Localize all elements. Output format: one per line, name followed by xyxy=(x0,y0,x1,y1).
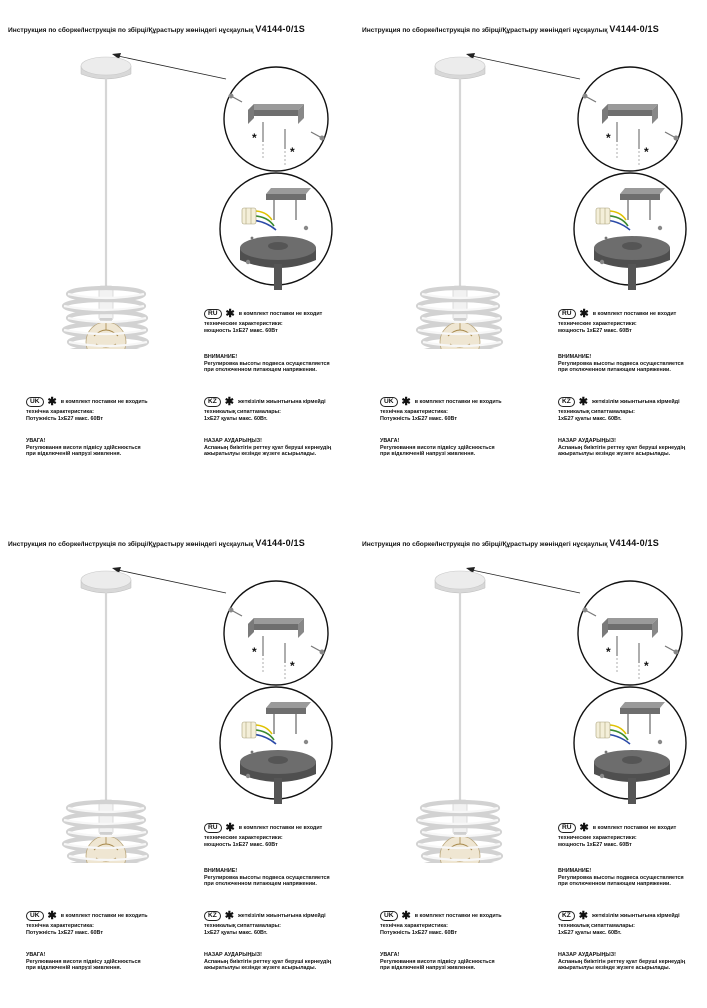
uk-warning xyxy=(26,438,141,458)
ceiling-canopy xyxy=(81,571,131,593)
ru-spec xyxy=(204,321,283,334)
uk-note-row xyxy=(26,397,148,407)
canopy-base xyxy=(240,750,316,804)
kz-note-row xyxy=(558,911,680,921)
uk-spec-line: Потужність 1xE27 макс. 60Вт xyxy=(26,929,103,936)
uk-spec-title: технічна характеристика: xyxy=(380,923,448,929)
ceiling-canopy xyxy=(81,57,131,79)
star-marker: * xyxy=(290,659,295,673)
assembly-illustration xyxy=(362,24,707,349)
model-code: V4144-0/1S xyxy=(255,538,305,548)
kz-language-badge: KZ xyxy=(558,397,575,407)
star-icon: ✱ xyxy=(224,396,235,408)
ru-spec xyxy=(558,321,637,334)
ru-warning-title: ВНИМАНИЕ! xyxy=(204,868,238,874)
ru-warning-line2: при отключенном питающем напряжении. xyxy=(204,367,317,374)
uk-spec xyxy=(26,409,103,422)
uk-note: в комплект поставки не входить xyxy=(60,399,148,405)
terminal-block xyxy=(242,722,256,738)
kz-language-badge: KZ xyxy=(204,397,221,407)
wiring-detail-circle xyxy=(220,173,332,290)
ru-spec-title: технические характеристики: xyxy=(558,835,637,841)
title-prefix: Инструкция по сборке/Інструкція по збірці/Құрастыру жөніндегі нұсқаулық xyxy=(362,541,608,548)
star-icon: ✱ xyxy=(401,910,411,922)
uk-note-row xyxy=(380,911,502,921)
uk-spec xyxy=(26,923,103,936)
kz-warning-line2: ажыратылуы кезінде жүзеге асырылады. xyxy=(558,451,671,458)
kz-spec-title: техникалық сипаттамалары: xyxy=(204,409,281,415)
star-marker: * xyxy=(606,645,611,659)
ru-spec-line: мощность 1xE27 макс. 60Вт xyxy=(204,841,278,848)
ru-spec-title: технические характеристики: xyxy=(558,321,637,327)
kz-note: жеткізілім жиынтығына кірмейді xyxy=(238,913,326,919)
terminal-block xyxy=(596,722,610,738)
bracket-detail-circle xyxy=(224,67,328,171)
ru-warning xyxy=(204,354,330,374)
kz-spec-line: 1xE27 қуаты макс. 60Вт. xyxy=(558,929,622,936)
uk-warning-line2: при відключеній напрузі живлення. xyxy=(26,451,122,458)
title-prefix: Инструкция по сборке/Інструкція по збірці/Құрастыру жөніндегі нұсқаулық xyxy=(362,27,608,34)
star-marker: * xyxy=(252,131,257,145)
uk-spec xyxy=(380,923,457,936)
uk-spec-line: Потужність 1xE27 макс. 60Вт xyxy=(26,415,103,422)
star-marker: * xyxy=(290,145,295,159)
kz-spec xyxy=(204,923,281,936)
title-prefix: Инструкция по сборке/Інструкція по збірці/Құрастыру жөніндегі нұсқаулық xyxy=(8,541,254,548)
uk-language-badge: UK xyxy=(380,911,398,921)
title-prefix: Инструкция по сборке/Інструкція по збірці/Құрастыру жөніндегі нұсқаулық xyxy=(8,27,254,34)
uk-note: в комплект поставки не входить xyxy=(414,399,502,405)
kz-spec-line: 1xE27 қуаты макс. 60Вт. xyxy=(204,415,268,422)
star-marker: * xyxy=(644,145,649,159)
uk-spec xyxy=(380,409,457,422)
kz-note-row xyxy=(558,397,680,407)
uk-language-badge: UK xyxy=(380,397,398,407)
kz-warning-line2: ажыратылуы кезінде жүзеге асырылады. xyxy=(204,451,317,458)
bracket-detail-circle xyxy=(578,67,682,171)
ru-note-row xyxy=(204,823,322,833)
kz-spec-title: техникалық сипаттамалары: xyxy=(558,409,635,415)
ru-spec-line: мощность 1xE27 макс. 60Вт xyxy=(558,327,632,334)
ru-note: в комплект поставки не входит xyxy=(238,311,323,317)
ru-spec xyxy=(558,835,637,848)
uk-warning xyxy=(380,952,495,972)
wiring-detail-circle xyxy=(574,173,686,290)
uk-spec-line: Потужність 1xE27 макс. 60Вт xyxy=(380,929,457,936)
canopy-base xyxy=(594,236,670,290)
ru-warning-title: ВНИМАНИЕ! xyxy=(204,354,238,360)
bracket-detail-circle xyxy=(224,581,328,685)
kz-note: жеткізілім жиынтығына кірмейді xyxy=(592,399,680,405)
wiring-detail-circle xyxy=(574,687,686,804)
ru-warning-title: ВНИМАНИЕ! xyxy=(558,868,592,874)
model-code: V4144-0/1S xyxy=(609,24,659,34)
kz-spec-title: техникалық сипаттамалары: xyxy=(204,923,281,929)
assembly-illustration xyxy=(362,538,707,863)
star-icon: ✱ xyxy=(578,910,589,922)
uk-warning-title: УВАГА! xyxy=(380,438,400,444)
kz-warning-title: НАЗАР АУДАРЫҢЫЗ! xyxy=(558,952,616,958)
star-icon: ✱ xyxy=(579,822,589,834)
ru-note: в комплект поставки не входит xyxy=(592,311,677,317)
uk-note-row xyxy=(26,911,148,921)
ru-language-badge: RU xyxy=(558,309,576,319)
ru-spec-title: технические характеристики: xyxy=(204,835,283,841)
kz-spec xyxy=(558,409,635,422)
ru-language-badge: RU xyxy=(204,823,222,833)
lamp-socket xyxy=(453,800,467,834)
ru-language-badge: RU xyxy=(204,309,222,319)
ru-warning xyxy=(558,354,684,374)
kz-language-badge: KZ xyxy=(558,911,575,921)
kz-note-row xyxy=(204,911,326,921)
ru-note-row xyxy=(204,309,322,319)
ru-note: в комплект поставки не входит xyxy=(238,825,323,831)
star-marker: * xyxy=(644,659,649,673)
kz-spec xyxy=(558,923,635,936)
panel-top-left xyxy=(8,24,353,494)
uk-warning-line1: Регулювання висоти підвісу здійснюється xyxy=(26,444,141,451)
ru-warning-line2: при отключенном питающем напряжении. xyxy=(558,367,671,374)
bracket-detail-circle xyxy=(578,581,682,685)
kz-note: жеткізілім жиынтығына кірмейді xyxy=(238,399,326,405)
kz-warning-line1: Аспаның биіктігін реттеу қуат беруші кернеудің xyxy=(204,444,332,451)
uk-note: в комплект поставки не входить xyxy=(414,913,502,919)
assembly-illustration xyxy=(8,538,353,863)
uk-warning-title: УВАГА! xyxy=(380,952,400,958)
star-icon: ✱ xyxy=(579,308,589,320)
uk-warning-line1: Регулювання висоти підвісу здійснюється xyxy=(380,444,495,451)
ru-warning-line1: Регулировка высоты подвеса осуществляется xyxy=(558,360,684,367)
ru-note-row xyxy=(558,309,676,319)
kz-warning-line2: ажыратылуы кезінде жүзеге асырылады. xyxy=(558,965,671,972)
uk-warning-line1: Регулювання висоти підвісу здійснюється xyxy=(380,958,495,965)
kz-spec-line: 1xE27 қуаты макс. 60Вт. xyxy=(558,415,622,422)
kz-note: жеткізілім жиынтығына кірмейді xyxy=(592,913,680,919)
kz-warning xyxy=(204,438,331,458)
star-icon: ✱ xyxy=(225,822,235,834)
star-marker: * xyxy=(252,645,257,659)
uk-note-row xyxy=(380,397,502,407)
uk-warning-title: УВАГА! xyxy=(26,438,46,444)
panel-bottom-left xyxy=(8,538,353,1008)
kz-note-row xyxy=(204,397,326,407)
star-icon: ✱ xyxy=(225,308,235,320)
kz-spec xyxy=(204,409,281,422)
star-icon: ✱ xyxy=(47,396,57,408)
ru-note-row xyxy=(558,823,676,833)
panel-top-right xyxy=(362,24,707,494)
ceiling-canopy xyxy=(435,571,485,593)
ru-warning-line2: при отключенном питающем напряжении. xyxy=(204,881,317,888)
panel-bottom-right xyxy=(362,538,707,1008)
terminal-block xyxy=(596,208,610,224)
wiring-detail-circle xyxy=(220,687,332,804)
star-icon: ✱ xyxy=(47,910,57,922)
kz-warning-title: НАЗАР АУДАРЫҢЫЗ! xyxy=(204,952,262,958)
ru-warning-line2: при отключенном питающем напряжении. xyxy=(558,881,671,888)
uk-warning-line2: при відключеній напрузі живлення. xyxy=(26,965,122,972)
star-icon: ✱ xyxy=(401,396,411,408)
ru-warning xyxy=(204,868,330,888)
uk-warning-line2: при відключеній напрузі живлення. xyxy=(380,451,476,458)
uk-warning-line2: при відключеній напрузі живлення. xyxy=(380,965,476,972)
ru-language-badge: RU xyxy=(558,823,576,833)
uk-warning-line1: Регулювання висоти підвісу здійснюється xyxy=(26,958,141,965)
star-marker: * xyxy=(606,131,611,145)
ru-warning-line1: Регулировка высоты подвеса осуществляется xyxy=(204,360,330,367)
terminal-block xyxy=(242,208,256,224)
kz-spec-title: техникалық сипаттамалары: xyxy=(558,923,635,929)
model-code: V4144-0/1S xyxy=(609,538,659,548)
ru-spec-line: мощность 1xE27 макс. 60Вт xyxy=(204,327,278,334)
model-code: V4144-0/1S xyxy=(255,24,305,34)
uk-language-badge: UK xyxy=(26,911,44,921)
canopy-base xyxy=(594,750,670,804)
kz-spec-line: 1xE27 қуаты макс. 60Вт. xyxy=(204,929,268,936)
ru-warning xyxy=(558,868,684,888)
kz-warning-line1: Аспаның биіктігін реттеу қуат беруші кернеудің xyxy=(558,958,686,965)
ru-note: в комплект поставки не входит xyxy=(592,825,677,831)
lamp-socket xyxy=(453,286,467,320)
ru-warning-title: ВНИМАНИЕ! xyxy=(558,354,592,360)
star-icon: ✱ xyxy=(224,910,235,922)
canopy-base xyxy=(240,236,316,290)
kz-warning-title: НАЗАР АУДАРЫҢЫЗ! xyxy=(204,438,262,444)
kz-warning xyxy=(204,952,331,972)
kz-warning-line1: Аспаның биіктігін реттеу қуат беруші кернеудің xyxy=(204,958,332,965)
uk-warning-title: УВАГА! xyxy=(26,952,46,958)
uk-language-badge: UK xyxy=(26,397,44,407)
kz-warning xyxy=(558,952,685,972)
uk-spec-title: технічна характеристика: xyxy=(26,923,94,929)
kz-warning-title: НАЗАР АУДАРЫҢЫЗ! xyxy=(558,438,616,444)
ru-warning-line1: Регулировка высоты подвеса осуществляется xyxy=(204,874,330,881)
ceiling-canopy xyxy=(435,57,485,79)
uk-spec-title: технічна характеристика: xyxy=(380,409,448,415)
lamp-socket xyxy=(99,286,113,320)
uk-note: в комплект поставки не входить xyxy=(60,913,148,919)
kz-language-badge: KZ xyxy=(204,911,221,921)
ru-spec xyxy=(204,835,283,848)
assembly-illustration xyxy=(8,24,353,349)
uk-spec-line: Потужність 1xE27 макс. 60Вт xyxy=(380,415,457,422)
star-icon: ✱ xyxy=(578,396,589,408)
kz-warning-line2: ажыратылуы кезінде жүзеге асырылады. xyxy=(204,965,317,972)
ru-spec-title: технические характеристики: xyxy=(204,321,283,327)
lamp-socket xyxy=(99,800,113,834)
uk-warning xyxy=(380,438,495,458)
ru-warning-line1: Регулировка высоты подвеса осуществляется xyxy=(558,874,684,881)
uk-spec-title: технічна характеристика: xyxy=(26,409,94,415)
kz-warning xyxy=(558,438,685,458)
ru-spec-line: мощность 1xE27 макс. 60Вт xyxy=(558,841,632,848)
kz-warning-line1: Аспаның биіктігін реттеу қуат беруші кернеудің xyxy=(558,444,686,451)
uk-warning xyxy=(26,952,141,972)
